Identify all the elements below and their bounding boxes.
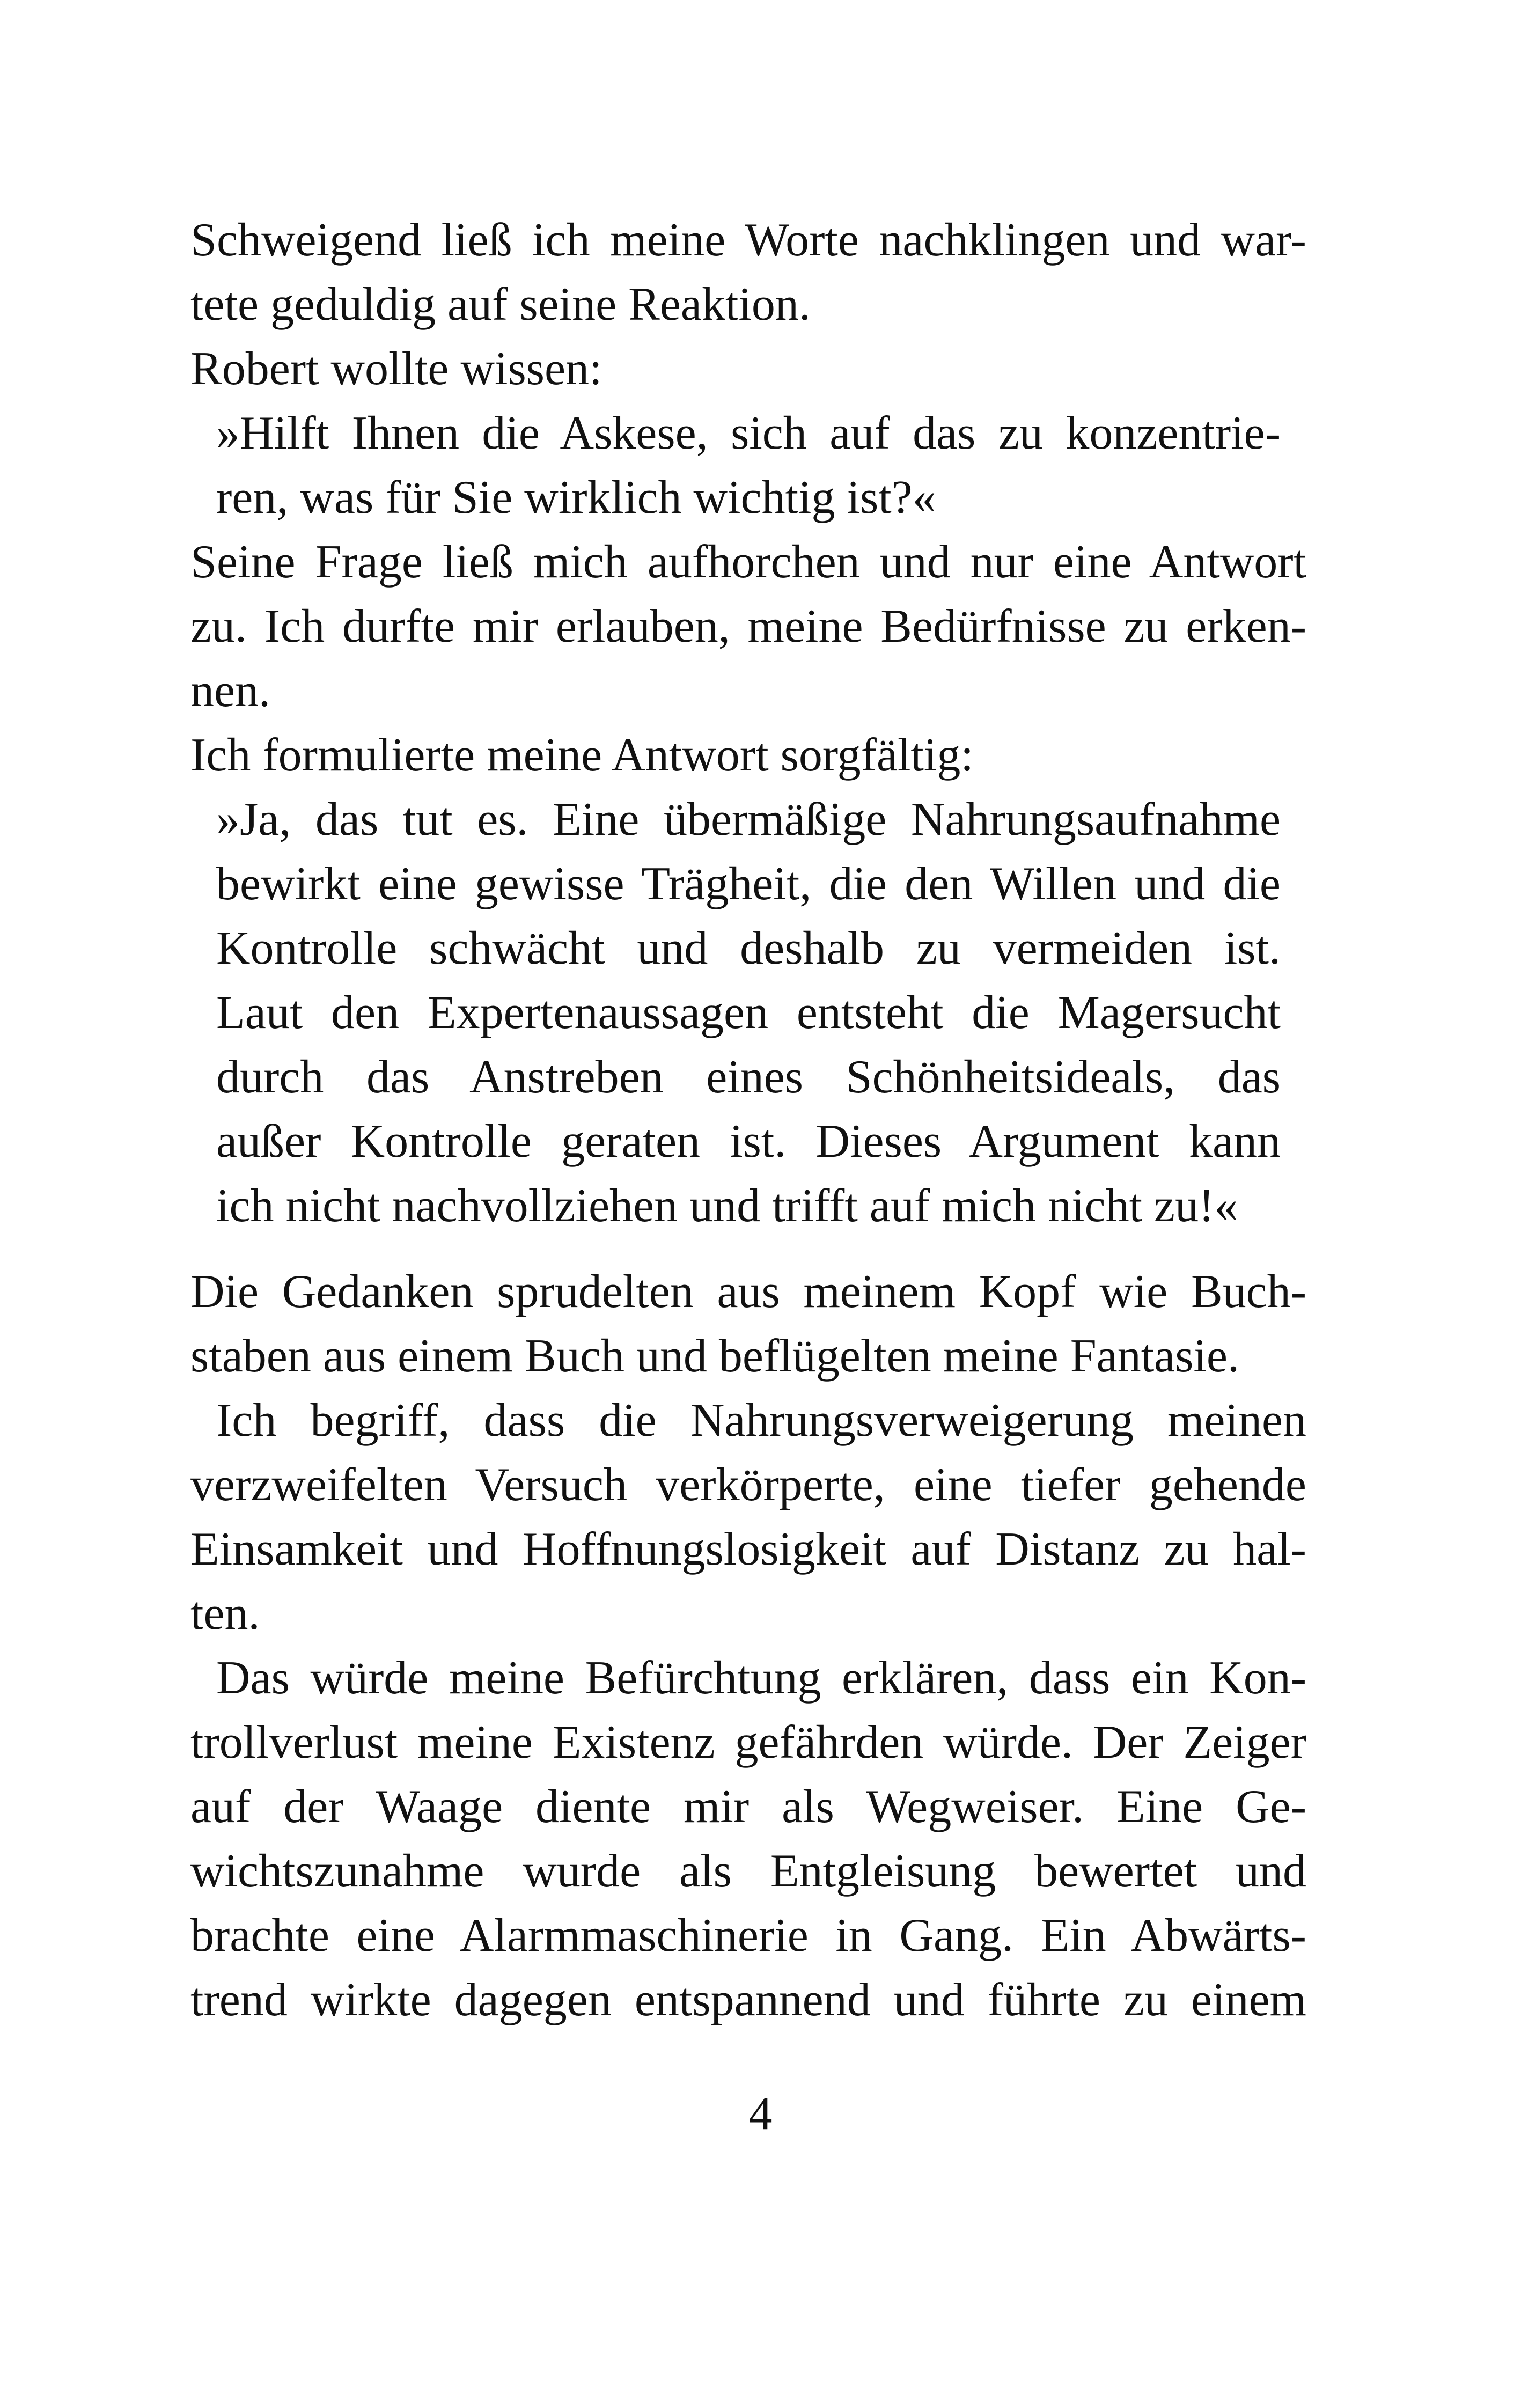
quoted-speech [190,788,1306,1238]
paragraph [190,1260,1306,1389]
text-line: wichtszunahme wurde als Entgleisung bewertet und [190,1845,1306,1897]
text-line: Die Gedanken sprudelten aus meinem Kopf wie Buch- [190,1266,1306,1318]
paragraph-gap [190,1238,1306,1260]
paragraph [190,337,1306,401]
text-line: Das würde meine Befürchtung erklären, dass ein Kon- [216,1652,1306,1704]
text-line: ren, was für Sie wirklich wichtig ist?« [216,472,936,524]
text-line: brachte eine Alarmmaschinerie in Gang. Ein Abwärts- [190,1910,1306,1962]
text-line: bewirkt eine gewisse Trägheit, die den Willen und die [216,858,1281,910]
text-line: außer Kontrolle geraten ist. Dieses Argument kann [216,1115,1281,1168]
text-line: Laut den Expertenaussagen entsteht die Magersucht [216,987,1281,1039]
text-line: »Ja, das tut es. Eine übermäßige Nahrungsaufnahme [216,794,1281,846]
paragraph [190,723,1306,788]
text-line: zu. Ich durfte mir erlauben, meine Bedürfnisse zu erken- [190,600,1306,652]
paragraph [190,1646,1306,2032]
text-line: Robert wollte wissen: [190,343,602,395]
text-line: ten. [190,1588,260,1640]
text-line: Einsamkeit und Hoffnungslosigkeit auf Distanz zu hal- [190,1523,1306,1575]
text-line: »Hilft Ihnen die Askese, sich auf das zu konzentrie- [216,407,1281,459]
text-line: nen. [190,665,271,717]
text-line: durch das Anstreben eines Schönheitsideals, das [216,1051,1281,1103]
text-line: verzweifelten Versuch verkörperte, eine tiefer gehende [190,1459,1306,1511]
text-line: Ich begriff, dass die Nahrungsverweigerung meinen [216,1394,1306,1447]
text-line: Seine Frage ließ mich aufhorchen und nur eine Antwort [190,536,1306,588]
text-line: trollverlust meine Existenz gefährden würde. Der Zeiger [190,1716,1306,1768]
page-number: 4 [748,2088,773,2140]
quoted-speech [190,401,1306,530]
text-line: Schweigend ließ ich meine Worte nachklingen und war- [190,214,1306,266]
text-line: Kontrolle schwächt und deshalb zu vermeiden ist. [216,922,1281,974]
text-line: auf der Waage diente mir als Wegweiser. Eine Ge- [190,1781,1306,1833]
text-line: trend wirkte dagegen entspannend und führte zu einem [190,1974,1306,2026]
page-body [190,208,1306,2032]
text-line: staben aus einem Buch und beflügelten meine Fantasie. [190,1330,1239,1382]
paragraph [190,530,1306,723]
text-line: ich nicht nachvollziehen und trifft auf mich nicht zu!« [216,1180,1238,1232]
paragraph [190,208,1306,337]
text-line: tete geduldig auf seine Reaktion. [190,278,811,331]
paragraph [190,1389,1306,1646]
text-line: Ich formulierte meine Antwort sorgfältig: [190,729,974,781]
